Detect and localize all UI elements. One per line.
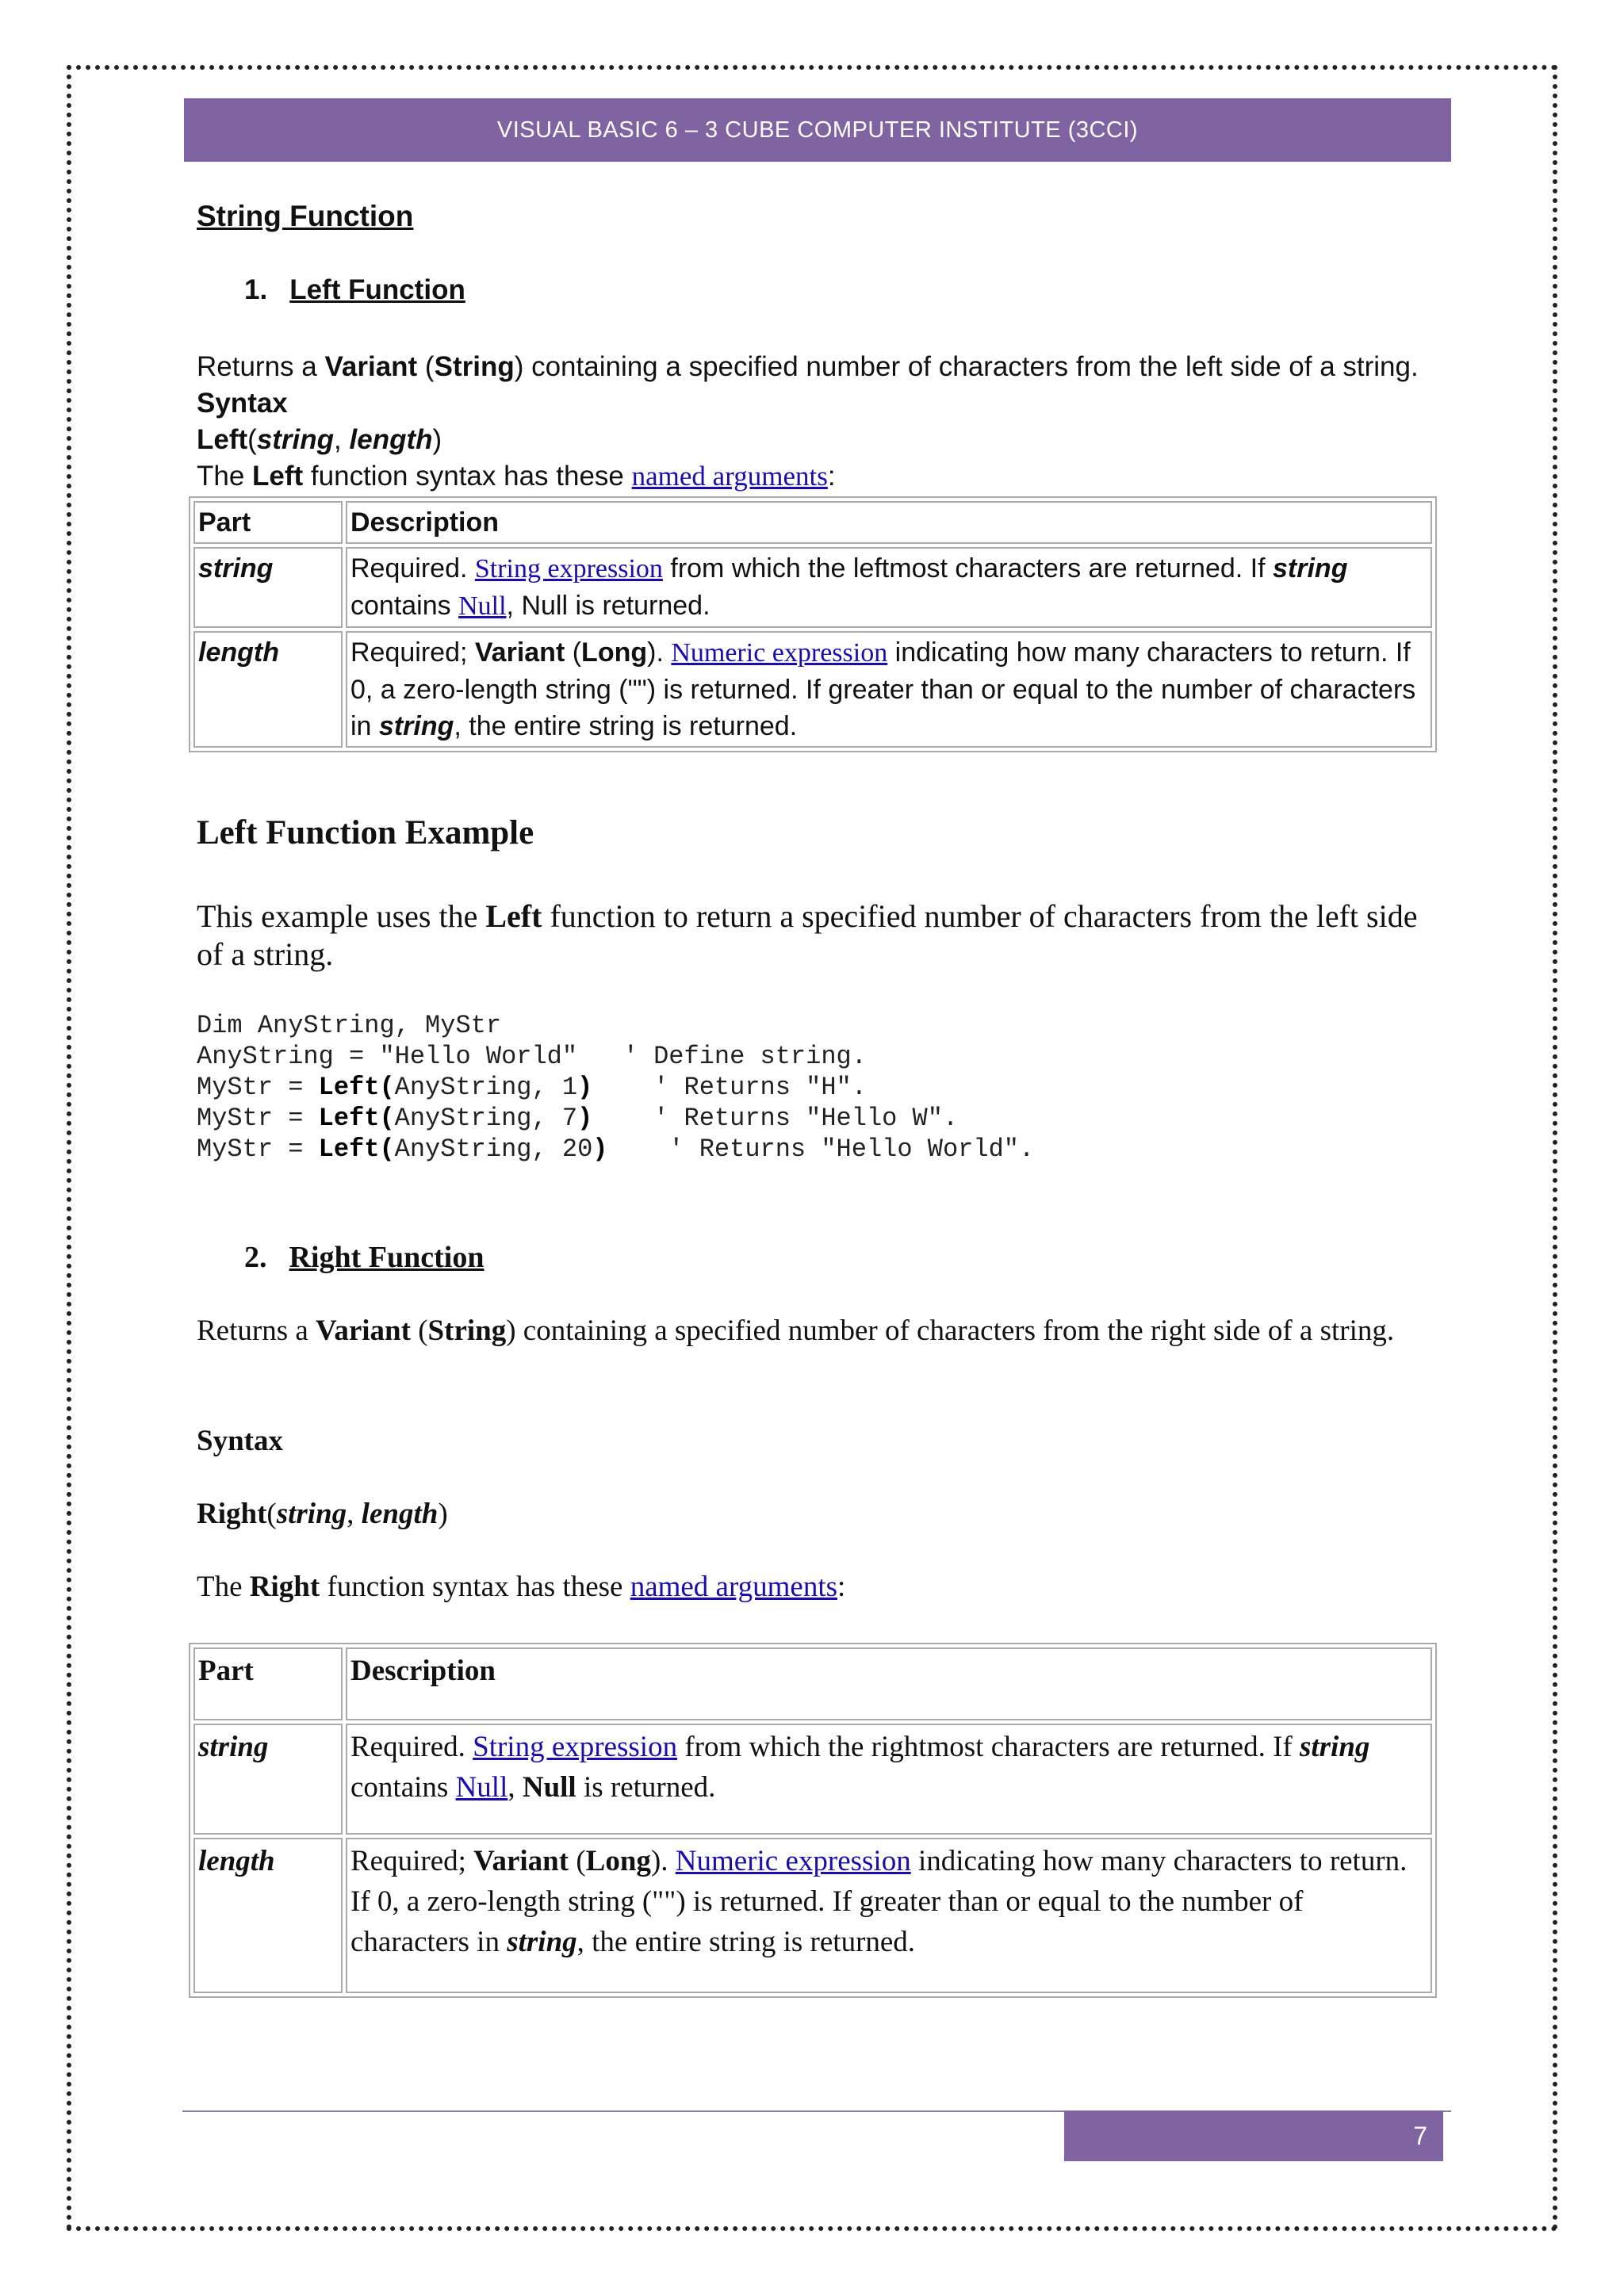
text: ) containing a specified number of characters from the left side of a string. (514, 351, 1419, 382)
text: The (197, 461, 253, 492)
code-text: MyStr = (197, 1073, 319, 1102)
code-fn: ) (592, 1135, 608, 1164)
text: Returns a (197, 351, 325, 382)
text: Required; (350, 637, 475, 668)
text: The (197, 1571, 250, 1603)
part-name: length (198, 637, 279, 668)
code-text: MyStr = (197, 1135, 319, 1164)
code-text: AnyString, 20 (394, 1135, 593, 1164)
left-description (197, 349, 1457, 495)
code-line: AnyString = "Hello World" ' Define string. (197, 1042, 867, 1071)
col-part: Part (198, 1655, 254, 1687)
syntax-arg: string (276, 1498, 347, 1530)
heading-text: Right Function (289, 1241, 485, 1274)
text: , Null is returned. (506, 591, 710, 621)
table-header-cell (346, 501, 1432, 544)
text: is returned. (576, 1771, 716, 1804)
table-header-cell (193, 1647, 343, 1720)
table-row (193, 547, 1432, 628)
table-cell: Required; Variant (Long). Numeric expression indicating how many characters to return. If 0, a zero-length string ("") is returned. If greater than or equal to the number of characters in string, the entire string is returned. (346, 631, 1432, 748)
left-args-line (197, 458, 1457, 495)
text: function syntax has these (320, 1571, 630, 1603)
fn-name: Left (252, 461, 304, 492)
arg-ref: string (507, 1926, 577, 1958)
null-link[interactable]: Null (458, 591, 507, 621)
table-cell: Required; Variant (Long). Numeric expression indicating how many characters to return. If 0, a zero-length string ("") is returned. If greater than or equal to the number of characters in string, the entire string is returned. (346, 1838, 1432, 1993)
variant-term: Variant (316, 1314, 411, 1347)
page-header (184, 98, 1451, 162)
right-syntax: Right(string, length) (197, 1498, 448, 1530)
col-desc: Description (350, 1655, 496, 1687)
code-line (197, 1072, 1034, 1103)
example-intro (197, 897, 1434, 974)
left-returns-line: Returns a Variant (String) containing a specified number of characters from the left side of a string. (197, 351, 1419, 382)
arg-ref: string (1299, 1731, 1370, 1763)
text: : (827, 461, 836, 492)
heading-text: Left Function (289, 274, 465, 305)
table-header-cell (346, 1647, 1432, 1720)
string-expression-link[interactable]: String expression (474, 554, 663, 584)
code-fn: Left( (318, 1135, 395, 1164)
table-row (193, 1838, 1432, 1993)
table-cell (193, 547, 343, 628)
named-arguments-link[interactable]: named arguments (631, 461, 828, 492)
arg-ref: string (378, 711, 454, 741)
code-line (197, 1134, 1034, 1165)
variant-term: Variant (473, 1845, 569, 1877)
code-block (197, 1010, 1034, 1165)
text: ) containing a specified number of characters from the right side of a string. (506, 1314, 1395, 1347)
table-cell (193, 1724, 343, 1835)
col-desc: Description (350, 507, 500, 538)
table-row (193, 1724, 1432, 1835)
code-fn: ) (577, 1104, 593, 1133)
part-name: string (198, 553, 274, 584)
table-row (193, 1647, 1432, 1720)
syntax-arg: length (349, 424, 433, 455)
part-name: string (198, 1731, 269, 1763)
code-line (197, 1103, 1034, 1134)
table-cell (346, 1724, 1432, 1835)
fn-name: Left (485, 898, 542, 934)
right-syntax-label: Syntax (197, 1425, 283, 1457)
text: function syntax has these (303, 461, 632, 492)
code-comment: ' Returns "H". (592, 1073, 867, 1102)
part-name: length (198, 1845, 275, 1877)
long-term: Long (581, 637, 648, 668)
heading-number: 2. (244, 1241, 267, 1274)
left-function-heading (244, 274, 465, 306)
null-term: Null (522, 1771, 576, 1804)
text: , (508, 1771, 523, 1804)
syntax-fn: Right (197, 1498, 267, 1530)
fn-name: Right (249, 1571, 320, 1603)
code-fn: Left( (318, 1073, 395, 1102)
text: contains (350, 591, 459, 621)
page-number: 7 (1413, 2121, 1427, 2150)
text: indicating how many characters to return. If 0, a zero-length string ("") is returned. If greater than or equal to the number of characters in (350, 637, 1416, 741)
right-description: Returns a Variant (String) containing a specified number of characters from the right side of a string. (197, 1314, 1395, 1347)
heading-number: 1. (244, 274, 268, 305)
section-title: String Function (197, 200, 414, 232)
syntax-arg: length (361, 1498, 439, 1530)
text: contains (350, 1771, 456, 1804)
arg-ref: string (1273, 553, 1348, 584)
text: from which the rightmost characters are returned. If (677, 1731, 1300, 1763)
left-syntax-label (197, 385, 1457, 422)
table-cell (346, 547, 1432, 628)
header-title: VISUAL BASIC 6 – 3 CUBE COMPUTER INSTITUTE (3CCI) (496, 117, 1139, 143)
right-function-heading (244, 1240, 484, 1275)
right-arguments-table (189, 1643, 1437, 1998)
variant-term: Variant (474, 637, 565, 668)
example-title: Left Function Example (197, 814, 534, 851)
text: Required. (350, 1731, 473, 1763)
named-arguments-link[interactable]: named arguments (630, 1571, 838, 1603)
right-args-line (197, 1570, 845, 1604)
table-cell (193, 1838, 343, 1993)
left-arguments-table (189, 496, 1437, 752)
table-header-cell (193, 501, 343, 544)
col-part: Part (198, 507, 251, 538)
variant-term: Variant (324, 351, 418, 382)
code-text: AnyString, 1 (394, 1073, 578, 1102)
string-term: String (427, 1314, 507, 1347)
numeric-expression-link[interactable]: Numeric expression (675, 1845, 911, 1877)
code-text: MyStr = (197, 1104, 319, 1133)
text: , the entire string is returned. (576, 1926, 916, 1958)
syntax-fn: Left (197, 424, 248, 455)
code-comment: ' Returns "Hello W". (592, 1104, 959, 1133)
syntax-arg: string (256, 424, 335, 455)
code-text: AnyString, 7 (394, 1104, 578, 1133)
table-cell (193, 631, 343, 748)
syntax-label: Syntax (197, 388, 288, 419)
text: indicating how many characters to return. If 0, a zero-length string ("") is returned. If greater than or equal to the number of characters in (350, 1845, 1408, 1958)
table-row (193, 631, 1432, 748)
code-comment: ' Returns "Hello World". (607, 1135, 1035, 1164)
long-term: Long (585, 1845, 651, 1877)
string-expression-link[interactable]: String expression (473, 1731, 678, 1763)
text: Required; (350, 1845, 474, 1877)
text: Returns a (197, 1314, 316, 1347)
left-syntax: Left(string, length) (197, 424, 442, 455)
text: Required. (350, 553, 475, 584)
null-link[interactable]: Null (455, 1771, 508, 1804)
numeric-expression-link[interactable]: Numeric expression (671, 638, 888, 668)
text: This example uses the (197, 898, 486, 934)
code-fn: ) (577, 1073, 593, 1102)
code-line: Dim AnyString, MyStr (197, 1011, 502, 1040)
text: , the entire string is returned. (454, 711, 798, 741)
table-row (193, 501, 1432, 544)
code-fn: Left( (318, 1104, 395, 1133)
text: function to return a specified number of characters from the left side of a string. (197, 898, 1418, 972)
string-term: String (434, 351, 515, 382)
text: : (837, 1571, 846, 1603)
footer-page-box (1064, 2110, 1443, 2161)
text: from which the leftmost characters are returned. If (662, 553, 1274, 584)
